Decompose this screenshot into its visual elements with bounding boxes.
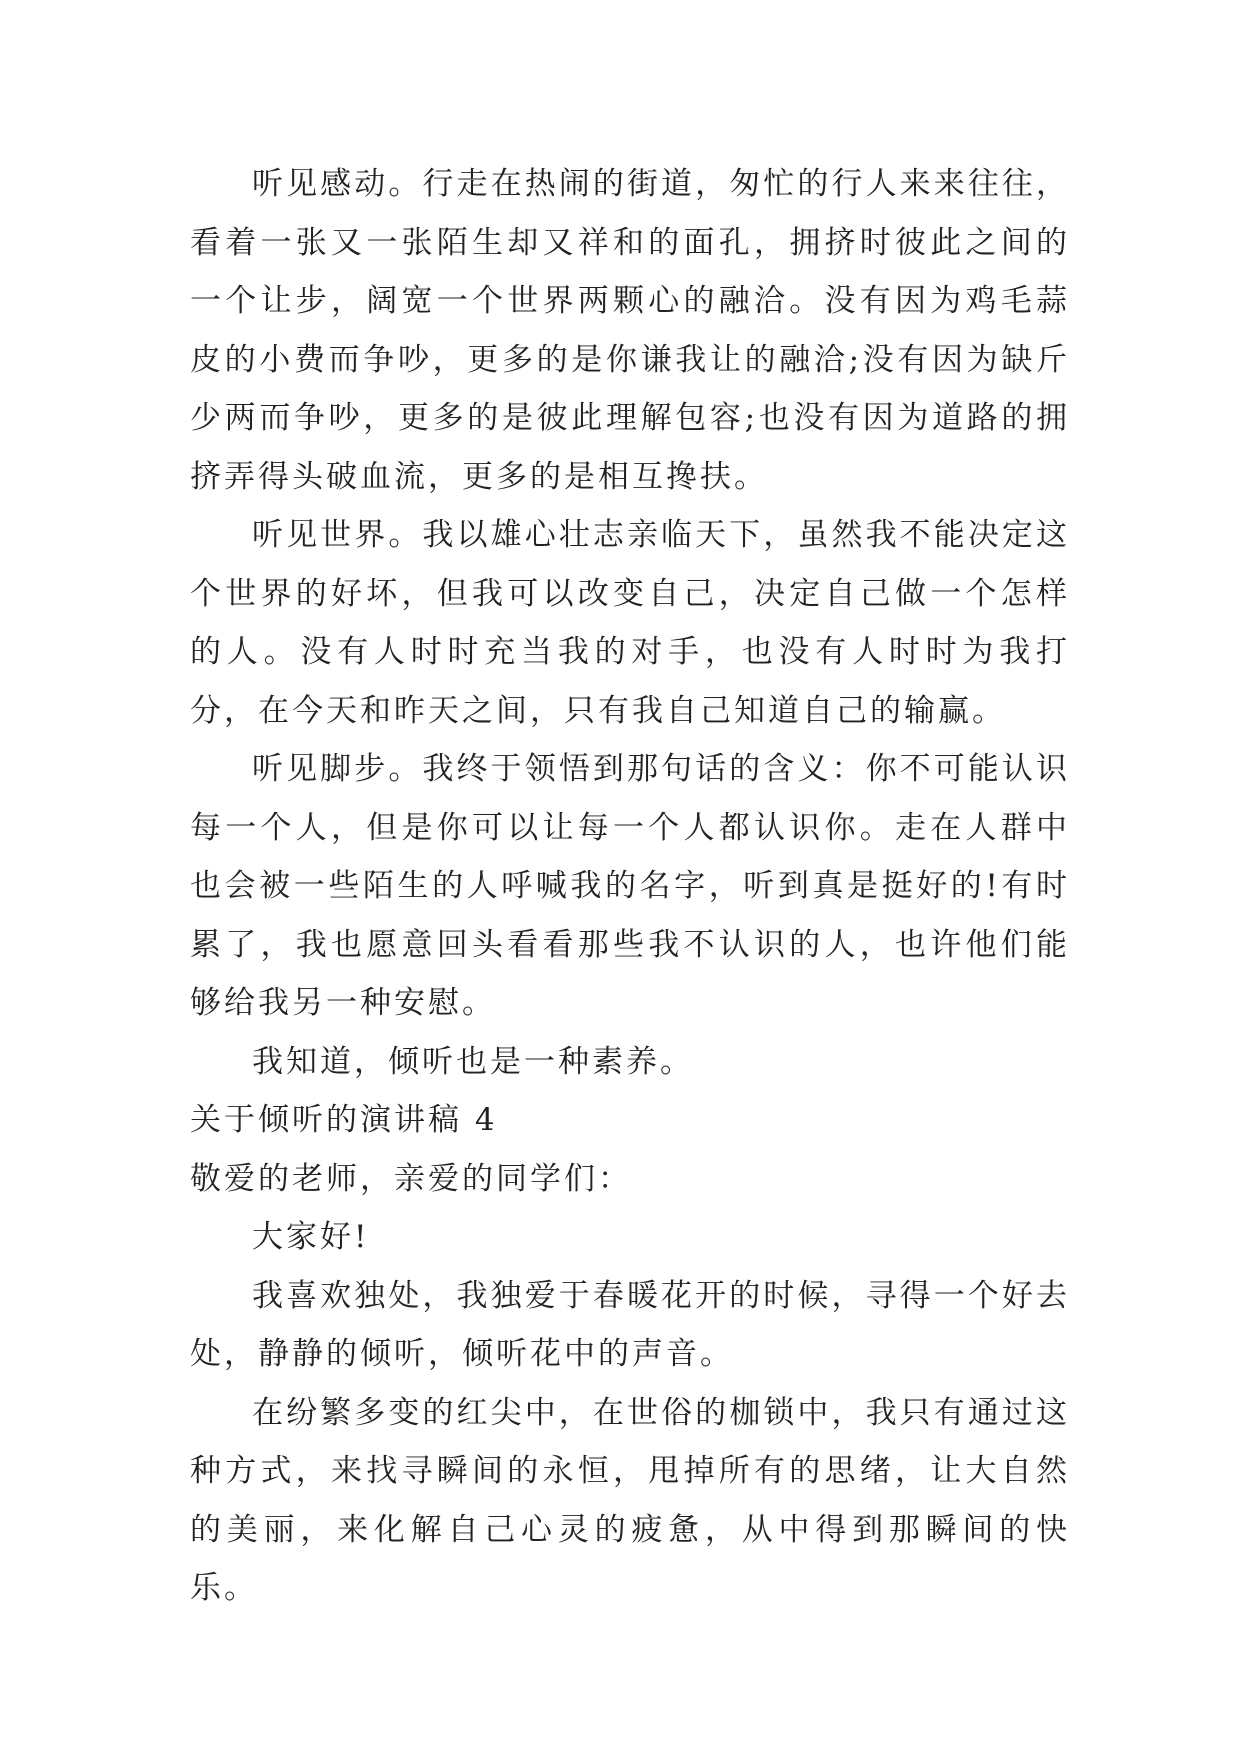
paragraph-hear-emotion: 听见感动。行走在热闹的街道，匆忙的行人来来往往，看着一张又一张陌生却又祥和的面孔，拥挤时彼此之间的一个让步，阔宽一个世界两颗心的融洽。没有因为鸡毛蒜皮的小费而争吵，更多的是你谦我让的融洽;没有因为缺斤少两而争吵，更多的是彼此理解包容;也没有因为道路的拥挤弄得头破血流，更多的是相互搀扶。 — [190, 166, 1070, 495]
paragraph-solitude: 我喜欢独处，我独爱于春暖花开的时候，寻得一个好去处，静静的倾听，倾听花中的声音。 — [190, 1277, 1070, 1372]
paragraph-conclusion: 我知道，倾听也是一种素养。 — [252, 1043, 694, 1080]
paragraph-hear-footsteps: 听见脚步。我终于领悟到那句话的含义：你不可能认识每一个人，但是你可以让每一个人都认识你。走在人群中也会被一些陌生的人呼喊我的名字，听到真是挺好的!有时累了，我也愿意回头看看那些我不认识的人，也许他们能够给我另一种安慰。 — [190, 751, 1070, 1021]
paragraph-hear-world: 听见世界。我以雄心壮志亲临天下，虽然我不能决定这个世界的好坏，但我可以改变自己，决定自己做一个怎样的人。没有人时时充当我的对手，也没有人时时为我打分，在今天和昨天之间，只有我自己知道自己的输赢。 — [190, 517, 1070, 729]
salutation: 敬爱的老师，亲爱的同学们： — [190, 1160, 632, 1197]
greeting: 大家好! — [252, 1219, 370, 1255]
paragraph-worldly: 在纷繁多变的红尖中，在世俗的枷锁中，我只有通过这种方式，来找寻瞬间的永恒，甩掉所有的思绪，让大自然的美丽，来化解自己心灵的疲惫，从中得到那瞬间的快乐。 — [190, 1394, 1070, 1606]
document-page — [190, 155, 1070, 1618]
section-title: 关于倾听的演讲稿 4 — [190, 1102, 498, 1138]
